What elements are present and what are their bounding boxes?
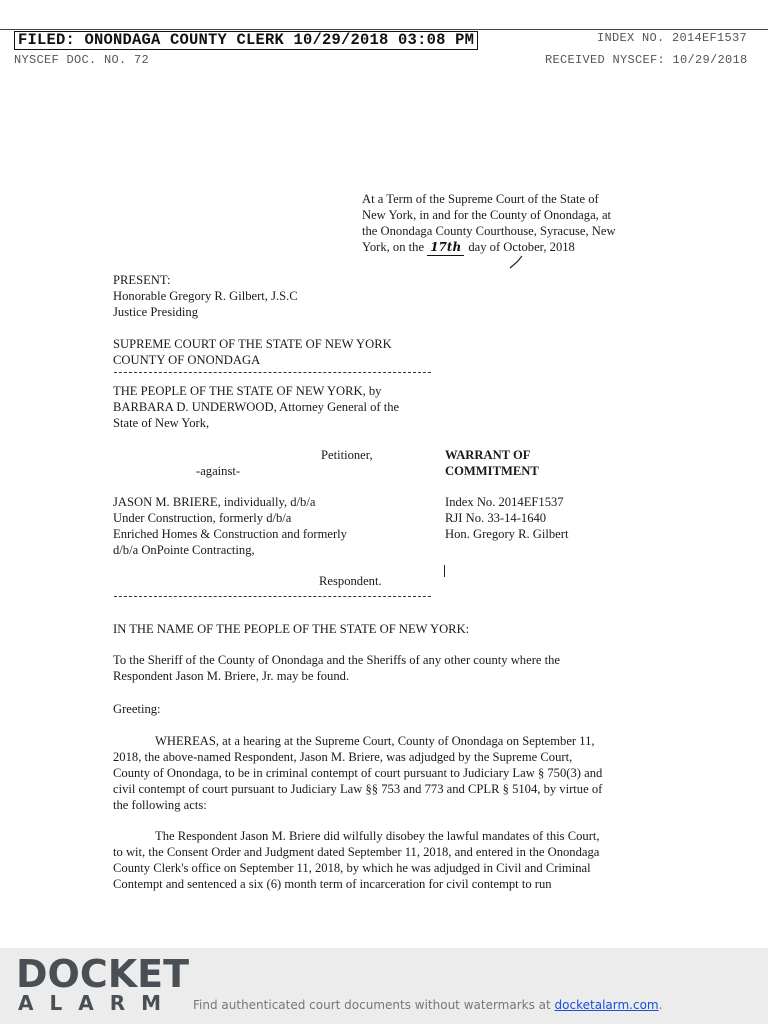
header-rule xyxy=(0,29,768,30)
paragraph-line: WHEREAS, at a hearing at the Supreme Court, County of Onondaga on September 11, xyxy=(155,734,595,748)
respondent-line: Enriched Homes & Construction and formerly xyxy=(113,527,347,541)
stray-mark xyxy=(444,565,445,577)
term-block xyxy=(362,191,616,256)
sheriff-address xyxy=(113,652,560,684)
petitioner-block xyxy=(113,383,399,431)
pen-mark-icon xyxy=(508,254,526,270)
respondent-label: Respondent. xyxy=(319,574,382,588)
filed-stamp: FILED: ONONDAGA COUNTY CLERK 10/29/2018 03:08 PM xyxy=(14,31,478,50)
present-role: Justice Presiding xyxy=(113,305,199,319)
handwritten-day: 17th xyxy=(427,239,464,256)
case-info xyxy=(445,494,568,542)
title-line: WARRANT OF xyxy=(445,448,531,462)
case-judge: Hon. Gregory R. Gilbert xyxy=(445,527,569,541)
petitioner-label: Petitioner, xyxy=(321,448,373,462)
docketalarm-link[interactable]: docketalarm.com xyxy=(554,998,659,1012)
court-name: SUPREME COURT OF THE STATE OF NEW YORK xyxy=(113,337,392,351)
docket-alarm-logo-subtitle: ALARM xyxy=(18,991,178,1015)
respondent-line: Under Construction, formerly d/b/a xyxy=(113,511,292,525)
footer-period: . xyxy=(658,998,663,1012)
footer-message: Find authenticated court documents without watermarks at xyxy=(193,998,555,1012)
received-date: RECEIVED NYSCEF: 10/29/2018 xyxy=(545,53,748,67)
sheriff-line: Respondent Jason M. Briere, Jr. may be found. xyxy=(113,669,350,683)
present-block xyxy=(113,272,298,320)
court-county: COUNTY OF ONONDAGA xyxy=(113,353,261,367)
greeting: Greeting: xyxy=(113,702,161,716)
term-line: At a Term of the Supreme Court of the State of xyxy=(362,192,599,206)
paragraph-line: the following acts: xyxy=(113,798,207,812)
term-line: New York, in and for the County of Onondaga, at xyxy=(362,208,612,222)
court-caption xyxy=(113,336,392,368)
petitioner-line: THE PEOPLE OF THE STATE OF NEW YORK, by xyxy=(113,384,382,398)
term-line xyxy=(362,239,616,256)
sheriff-line: To the Sheriff of the County of Onondaga and the Sheriffs of any other county where the xyxy=(113,653,561,667)
nyscef-doc-number: NYSCEF DOC. NO. 72 xyxy=(14,53,150,67)
respondent-paragraph xyxy=(113,828,658,892)
paragraph-line: 2018, the above-named Respondent, Jason M. Briere, was adjudged by the Supreme Court, xyxy=(113,750,573,764)
paragraph-line: County Clerk's office on September 11, 2018, by which he was adjudged in Civil and Criminal xyxy=(113,861,591,875)
footer-text xyxy=(193,998,662,1012)
paragraph-line: civil contempt of court pursuant to Judiciary Law §§ 753 and 773 and CPLR § 5104, by virtue of xyxy=(113,782,603,796)
term-line-suffix: day of October, 2018 xyxy=(468,240,575,254)
term-line: the Onondaga County Courthouse, Syracuse, New xyxy=(362,224,616,238)
in-the-name-heading: IN THE NAME OF THE PEOPLE OF THE STATE OF NEW YORK: xyxy=(113,622,470,636)
paragraph-line: The Respondent Jason M. Briere did wilfully disobey the lawful mandates of this Court, xyxy=(155,829,600,843)
whereas-paragraph xyxy=(113,733,658,813)
present-label: PRESENT: xyxy=(113,273,171,287)
index-number: INDEX NO. 2014EF1537 xyxy=(597,31,748,45)
paragraph-line: Contempt and sentenced a six (6) month term of incarceration for civil contempt to run xyxy=(113,877,552,891)
respondent-block xyxy=(113,494,347,558)
against-label: -against- xyxy=(196,464,241,478)
respondent-line: d/b/a OnPointe Contracting, xyxy=(113,543,255,557)
title-line: COMMITMENT xyxy=(445,464,539,478)
docket-alarm-logo: DOCKET xyxy=(16,952,190,996)
respondent-line: JASON M. BRIERE, individually, d/b/a xyxy=(113,495,316,509)
caption-divider-bottom xyxy=(114,596,431,597)
petitioner-line: BARBARA D. UNDERWOOD, Attorney General of the xyxy=(113,400,400,414)
petitioner-line: State of New York, xyxy=(113,416,210,430)
case-rji: RJI No. 33-14-1640 xyxy=(445,511,547,525)
paragraph-line: County of Onondaga, to be in criminal contempt of court pursuant to Judiciary Law § 750(3) and xyxy=(113,766,603,780)
caption-divider-top xyxy=(114,372,431,373)
document-title xyxy=(445,447,539,479)
case-index: Index No. 2014EF1537 xyxy=(445,495,564,509)
present-judge: Honorable Gregory R. Gilbert, J.S.C xyxy=(113,289,298,303)
paragraph-line: to wit, the Consent Order and Judgment dated September 11, 2018, and entered in the Onondaga xyxy=(113,845,600,859)
term-line-prefix: York, on the xyxy=(362,240,425,254)
